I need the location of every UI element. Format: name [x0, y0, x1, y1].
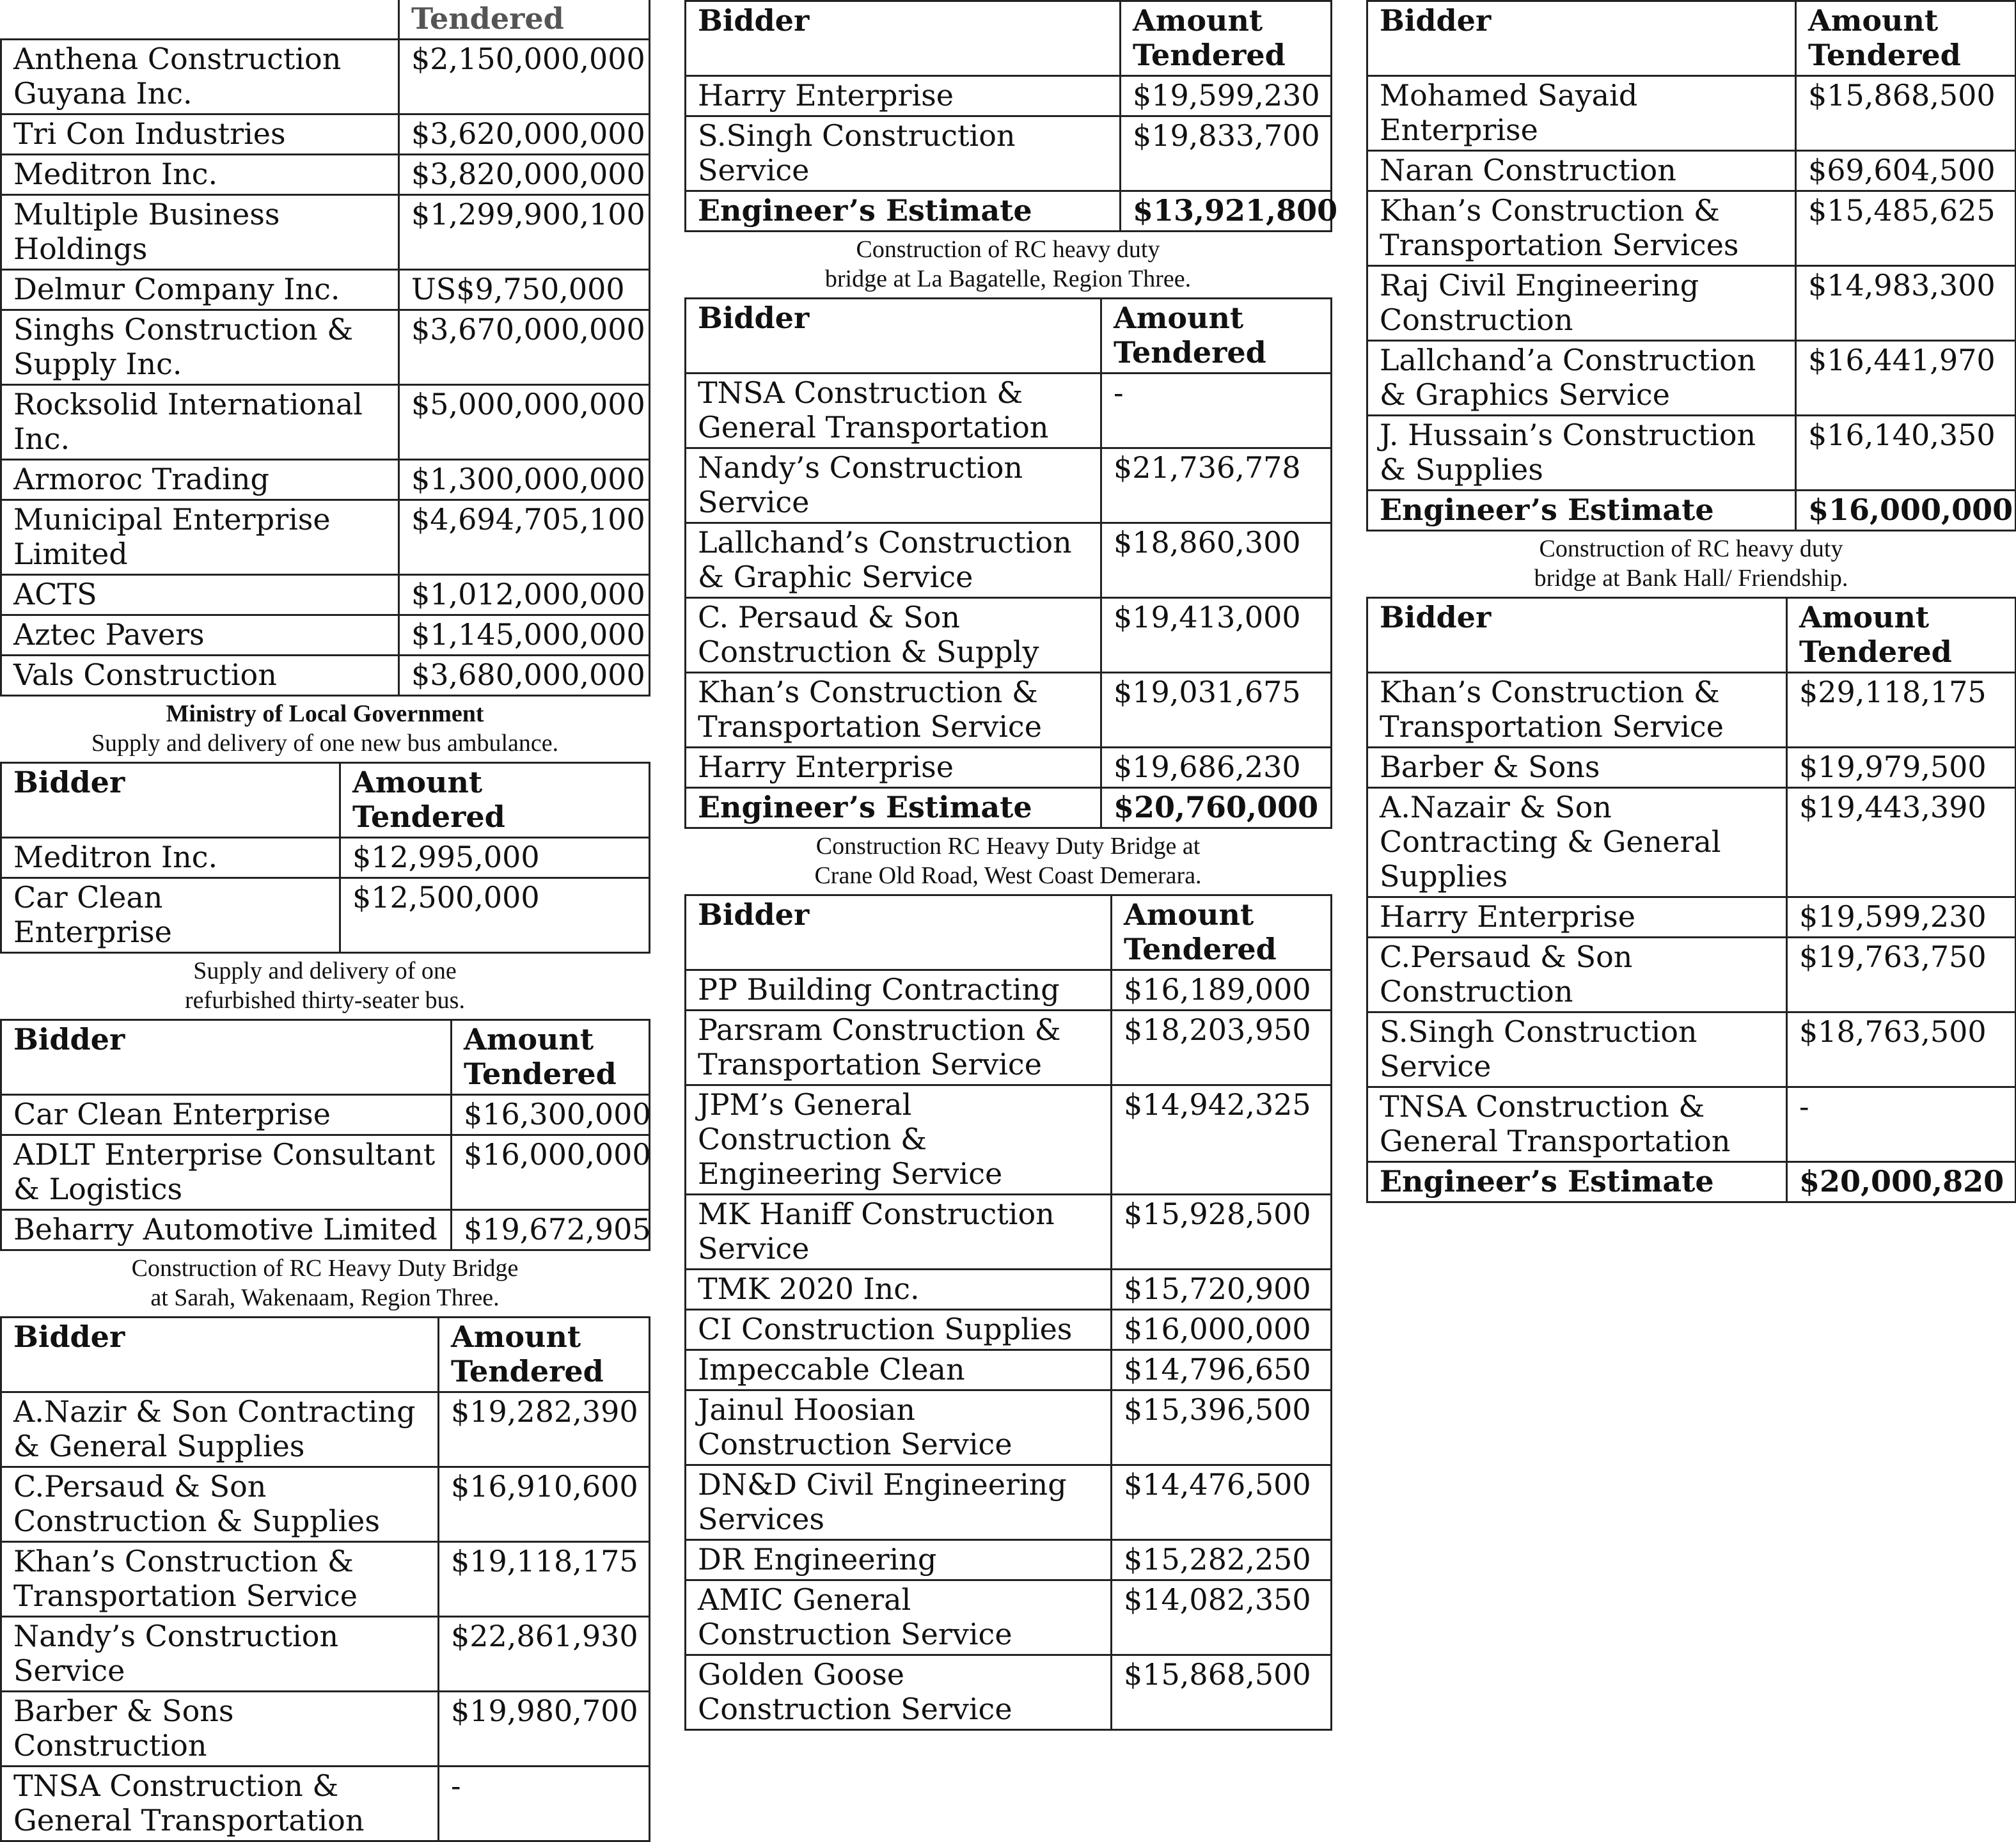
caption-line: bridge at La Bagatelle, Region Three.	[824, 265, 1192, 292]
table-body	[1367, 76, 2016, 531]
amount-cell: $15,928,500	[1112, 1195, 1332, 1270]
bidder-cell: Tri Con Industries	[1, 114, 399, 155]
header-amount: Tendered	[399, 0, 650, 40]
tender-table-col3-top	[1366, 0, 2016, 531]
amount-cell: $1,145,000,000	[399, 615, 650, 656]
amount-cell: $19,282,390	[439, 1392, 650, 1467]
bidder-cell: S.Singh Construction Service	[1367, 1012, 1787, 1087]
caption-line: Construction RC Heavy Duty Bridge at	[815, 833, 1201, 860]
table-row	[1, 1392, 650, 1467]
bidder-cell: Lallchand’a Construction & Graphics Service	[1367, 341, 1796, 416]
amount-cell: $5,000,000,000	[399, 385, 650, 460]
table-row	[686, 1195, 1332, 1270]
bidder-cell: PP Building Contracting	[686, 970, 1112, 1011]
amount-cell: $3,670,000,000	[399, 310, 650, 385]
caption-line: at Sarah, Wakenaam, Region Three.	[150, 1284, 500, 1311]
bidder-cell: Golden Goose Construction Service	[686, 1655, 1112, 1730]
table-row	[686, 598, 1332, 673]
header-bidder: Bidder	[686, 299, 1101, 374]
table-row	[686, 673, 1332, 748]
bidder-cell: Raj Civil Engineering Construction	[1367, 266, 1796, 341]
table-row	[1, 1467, 650, 1542]
table-body	[686, 374, 1332, 828]
amount-cell: $14,983,300	[1796, 266, 2016, 341]
engineers-estimate-row	[686, 191, 1332, 232]
table-row	[1367, 416, 2016, 491]
amount-cell: $1,299,900,100	[399, 195, 650, 270]
bidder-cell: C.Persaud & Son Construction	[1367, 938, 1787, 1012]
table-row	[1367, 1087, 2016, 1162]
bidder-cell: C.Persaud & Son Construction & Supplies	[1, 1467, 439, 1542]
table-row	[1367, 151, 2016, 191]
amount-cell: $14,942,325	[1112, 1085, 1332, 1195]
table-row	[686, 970, 1332, 1011]
table-row	[1367, 266, 2016, 341]
estimate-label: Engineer’s Estimate	[1367, 491, 1796, 531]
bidder-cell: Aztec Pavers	[1, 615, 399, 656]
header-bidder: Bidder	[1, 1318, 439, 1392]
table-row	[686, 1540, 1332, 1580]
table-row	[1367, 341, 2016, 416]
header-bidder: Bidder	[1, 1020, 452, 1095]
bidder-cell: Mohamed Sayaid Enterprise	[1367, 76, 1796, 151]
amount-cell: $1,300,000,000	[399, 460, 650, 500]
table-row	[1, 155, 650, 195]
table-row	[686, 1310, 1332, 1350]
header-amount: Amount Tendered	[1787, 598, 2016, 673]
amount-cell: $19,979,500	[1787, 748, 2016, 788]
table-row	[1, 1617, 650, 1692]
table-row	[1367, 748, 2016, 788]
estimate-label: Engineer’s Estimate	[686, 788, 1101, 828]
bidder-cell: Armoroc Trading	[1, 460, 399, 500]
amount-cell: $1,012,000,000	[399, 575, 650, 615]
bidder-cell: DN&D Civil Engineering Services	[686, 1465, 1112, 1540]
bidder-cell: Jainul Hoosian Construction Service	[686, 1390, 1112, 1465]
header-bidder: Bidder	[1367, 598, 1787, 673]
bidder-cell: Multiple Business Holdings	[1, 195, 399, 270]
amount-cell: $15,868,500	[1796, 76, 2016, 151]
header-amount: Amount Tendered	[340, 763, 650, 838]
bidder-cell: Impeccable Clean	[686, 1350, 1112, 1390]
amount-cell: $29,118,175	[1787, 673, 2016, 748]
engineers-estimate-row	[1367, 491, 2016, 531]
table-row	[1, 575, 650, 615]
bidder-cell: Car Clean Enterprise	[1, 878, 340, 953]
bidder-cell: Singhs Construction & Supply Inc.	[1, 310, 399, 385]
estimate-amount: $16,000,000	[1796, 491, 2016, 531]
header-bidder: Bidder	[686, 1, 1121, 76]
table-row	[1367, 673, 2016, 748]
section-caption	[1366, 531, 2016, 597]
amount-cell: $3,680,000,000	[399, 656, 650, 696]
table-header-row	[1, 763, 650, 838]
table-row	[1, 460, 650, 500]
bidder-cell: JPM’s General Construction & Engineering Service	[686, 1085, 1112, 1195]
table-row	[686, 1270, 1332, 1310]
amount-cell: $19,833,700	[1121, 116, 1332, 191]
amount-cell: $14,082,350	[1112, 1580, 1332, 1655]
amount-cell: $15,282,250	[1112, 1540, 1332, 1580]
bidder-cell: Khan’s Construction & Transportation Service	[1367, 673, 1787, 748]
tender-table-bagatelle	[684, 297, 1332, 829]
amount-cell: $19,118,175	[439, 1542, 650, 1617]
bidder-cell: TNSA Construction & General Transportation	[1367, 1087, 1787, 1162]
header-amount: Amount Tendered	[1112, 895, 1332, 970]
table-row	[1, 1692, 650, 1767]
table-row	[686, 76, 1332, 116]
table-row	[1, 270, 650, 310]
table-row	[1, 1210, 650, 1250]
amount-cell: $16,300,000	[452, 1095, 650, 1135]
amount-cell: $2,150,000,000	[399, 40, 650, 114]
table-body	[686, 76, 1338, 232]
section-caption	[0, 697, 650, 762]
amount-cell: $15,720,900	[1112, 1270, 1332, 1310]
estimate-label: Engineer’s Estimate	[1367, 1162, 1787, 1202]
bidder-cell: Harry Enterprise	[686, 748, 1101, 788]
table-body	[1, 1095, 650, 1250]
amount-cell: $19,763,750	[1787, 938, 2016, 1012]
bidder-cell: Meditron Inc.	[1, 838, 340, 878]
bidder-cell: CI Construction Supplies	[686, 1310, 1112, 1350]
caption-line: refurbished thirty-seater bus.	[185, 987, 465, 1014]
amount-cell: $16,441,970	[1796, 341, 2016, 416]
tender-table-top	[0, 0, 650, 697]
table-row	[686, 374, 1332, 448]
amount-cell: $19,599,230	[1787, 897, 2016, 938]
table-row	[686, 1085, 1332, 1195]
amount-cell: $18,763,500	[1787, 1012, 2016, 1087]
bidder-cell: J. Hussain’s Construction & Supplies	[1367, 416, 1796, 491]
table-row	[1, 1542, 650, 1617]
section-caption	[684, 232, 1332, 297]
table-row	[1, 195, 650, 270]
bidder-cell: TMK 2020 Inc.	[686, 1270, 1112, 1310]
table-body	[1, 1392, 650, 1841]
bidder-cell: Municipal Enterprise Limited	[1, 500, 399, 575]
column-2	[684, 0, 1338, 1731]
bidder-cell: A.Nazir & Son Contracting & General Supplies	[1, 1392, 439, 1467]
tender-table-col2-top	[684, 0, 1338, 232]
caption-line: Construction of RC heavy duty	[1539, 535, 1843, 562]
header-amount: Amount Tendered	[452, 1020, 650, 1095]
table-header-row	[686, 299, 1332, 374]
bidder-cell: A.Nazair & Son Contracting & General Supplies	[1367, 788, 1787, 897]
amount-cell: $18,860,300	[1101, 523, 1332, 598]
bidder-cell: TNSA Construction & General Transportation	[686, 374, 1101, 448]
amount-cell: -	[1101, 374, 1332, 448]
bidder-cell: Khan’s Construction & Transportation Service	[1, 1542, 439, 1617]
table-row	[686, 1580, 1332, 1655]
tender-table-sarah	[0, 1316, 650, 1842]
bidder-cell: Lallchand’s Construction & Graphic Service	[686, 523, 1101, 598]
table-body	[686, 970, 1332, 1730]
amount-cell: -	[1787, 1087, 2016, 1162]
amount-cell: $16,189,000	[1112, 970, 1332, 1011]
header-bidder: Bidder	[1, 763, 340, 838]
amount-cell: $19,672,905	[452, 1210, 650, 1250]
amount-cell: $16,000,000	[452, 1135, 650, 1210]
column-1	[0, 0, 650, 1842]
estimate-label: Engineer’s Estimate	[686, 191, 1121, 232]
column-3	[1366, 0, 2016, 1203]
amount-cell: $18,203,950	[1112, 1011, 1332, 1085]
amount-cell: $19,031,675	[1101, 673, 1332, 748]
table-row	[1367, 191, 2016, 266]
header-bidder: Bidder	[1367, 1, 1796, 76]
engineers-estimate-row	[686, 788, 1332, 828]
table-row	[686, 1011, 1332, 1085]
header-amount: Amount Tendered	[439, 1318, 650, 1392]
table-row	[1, 310, 650, 385]
table-row	[1, 878, 650, 953]
bidder-cell: Meditron Inc.	[1, 155, 399, 195]
amount-cell: $3,820,000,000	[399, 155, 650, 195]
bidder-cell: Barber & Sons Construction	[1, 1692, 439, 1767]
table-row	[686, 1655, 1332, 1730]
header-amount: Amount Tendered	[1121, 1, 1332, 76]
amount-cell: $15,868,500	[1112, 1655, 1332, 1730]
table-row	[1, 1135, 650, 1210]
table-body	[1, 838, 650, 953]
bidder-cell: Khan’s Construction & Transportation Service	[686, 673, 1101, 748]
bidder-cell: Barber & Sons	[1367, 748, 1787, 788]
amount-cell: $16,910,600	[439, 1467, 650, 1542]
bidder-cell: AMIC General Construction Service	[686, 1580, 1112, 1655]
engineers-estimate-row	[1367, 1162, 2016, 1202]
amount-cell: $4,694,705,100	[399, 500, 650, 575]
bidder-cell: Harry Enterprise	[686, 76, 1121, 116]
bidder-cell: C. Persaud & Son Construction & Supply	[686, 598, 1101, 673]
bidder-cell: Car Clean Enterprise	[1, 1095, 452, 1135]
table-row	[1367, 1012, 2016, 1087]
header-amount: Amount Tendered	[1796, 1, 2016, 76]
table-row	[1367, 76, 2016, 151]
ministry-title: Ministry of Local Government	[166, 700, 484, 727]
caption-line: Crane Old Road, West Coast Demerara.	[814, 862, 1202, 889]
table-header-row	[1367, 1, 2016, 76]
estimate-amount: $20,760,000	[1101, 788, 1332, 828]
section-caption	[0, 954, 650, 1019]
amount-cell: $19,443,390	[1787, 788, 2016, 897]
bidder-cell: ACTS	[1, 575, 399, 615]
bidder-cell: ADLT Enterprise Consultant & Logistics	[1, 1135, 452, 1210]
table-header-row	[1, 1020, 650, 1095]
amount-cell: US$9,750,000	[399, 270, 650, 310]
table-row	[686, 1390, 1332, 1465]
tender-table-bus	[0, 1019, 650, 1251]
estimate-amount: $13,921,800	[1121, 191, 1332, 232]
caption-line: Supply and delivery of one	[193, 957, 457, 984]
amount-cell: $69,604,500	[1796, 151, 2016, 191]
bidder-cell: Rocksolid International Inc.	[1, 385, 399, 460]
bidder-cell: Naran Construction	[1367, 151, 1796, 191]
amount-cell: $22,861,930	[439, 1617, 650, 1692]
table-row	[1, 838, 650, 878]
bidder-cell: Anthena Construction Guyana Inc.	[1, 40, 399, 114]
table-header-row	[1, 1318, 650, 1392]
bidder-cell: DR Engineering	[686, 1540, 1112, 1580]
table-header-row	[1367, 598, 2016, 673]
amount-cell: $12,995,000	[340, 838, 650, 878]
amount-cell: $19,413,000	[1101, 598, 1332, 673]
table-body	[1367, 673, 2016, 1202]
table-row	[1, 500, 650, 575]
bidder-cell: Vals Construction	[1, 656, 399, 696]
table-header-row	[1, 0, 650, 40]
tender-table-bankhall	[1366, 597, 2016, 1203]
bidder-cell: MK Haniff Construction Service	[686, 1195, 1112, 1270]
table-row	[1, 1767, 650, 1841]
table-row	[686, 1465, 1332, 1540]
table-row	[1, 1095, 650, 1135]
amount-cell: $15,396,500	[1112, 1390, 1332, 1465]
amount-cell: $16,140,350	[1796, 416, 2016, 491]
caption-line: Construction of RC heavy duty	[856, 236, 1160, 263]
caption-line: bridge at Bank Hall/ Friendship.	[1534, 565, 1848, 592]
bidder-cell: Delmur Company Inc.	[1, 270, 399, 310]
table-header-row	[686, 895, 1332, 970]
bidder-cell: TNSA Construction & General Transportation	[1, 1767, 439, 1841]
section-caption	[684, 829, 1332, 894]
table-header-row	[686, 1, 1332, 76]
table-row	[1, 114, 650, 155]
table-row	[1367, 788, 2016, 897]
table-row	[686, 116, 1332, 191]
table-row	[1, 385, 650, 460]
amount-cell: $19,980,700	[439, 1692, 650, 1767]
amount-cell: $21,736,778	[1101, 448, 1332, 523]
table-row	[1, 656, 650, 696]
bidder-cell: Harry Enterprise	[1367, 897, 1787, 938]
amount-cell: -	[439, 1767, 650, 1841]
amount-cell: $15,485,625	[1796, 191, 2016, 266]
bidder-cell: Parsram Construction & Transportation Service	[686, 1011, 1112, 1085]
tender-table-ambulance	[0, 762, 650, 954]
header-amount: Amount Tendered	[1101, 299, 1332, 374]
estimate-amount: $20,000,820	[1787, 1162, 2016, 1202]
table-row	[1, 40, 650, 114]
table-body	[1, 40, 650, 696]
table-row	[686, 523, 1332, 598]
amount-cell: $19,686,230	[1101, 748, 1332, 788]
table-row	[1367, 938, 2016, 1012]
bidder-cell: S.Singh Construction Service	[686, 116, 1121, 191]
tender-table-crane	[684, 894, 1332, 1731]
bidder-cell: Nandy’s Construction Service	[686, 448, 1101, 523]
bidder-cell: Khan’s Construction & Transportation Services	[1367, 191, 1796, 266]
amount-cell: $19,599,230	[1121, 76, 1332, 116]
table-row	[1, 615, 650, 656]
amount-cell: $12,500,000	[340, 878, 650, 953]
table-row	[686, 1350, 1332, 1390]
bidder-cell: Beharry Automotive Limited	[1, 1210, 452, 1250]
amount-cell: $16,000,000	[1112, 1310, 1332, 1350]
header-bidder: Bidder	[686, 895, 1112, 970]
header-bidder	[1, 0, 399, 40]
table-row	[686, 448, 1332, 523]
amount-cell: $14,796,650	[1112, 1350, 1332, 1390]
section-caption	[0, 1251, 650, 1316]
amount-cell: $14,476,500	[1112, 1465, 1332, 1540]
table-row	[1367, 897, 2016, 938]
caption-line: Construction of RC Heavy Duty Bridge	[131, 1255, 519, 1282]
bidder-cell: Nandy’s Construction Service	[1, 1617, 439, 1692]
caption-line: Supply and delivery of one new bus ambulance.	[91, 730, 559, 757]
amount-cell: $3,620,000,000	[399, 114, 650, 155]
table-row	[686, 748, 1332, 788]
